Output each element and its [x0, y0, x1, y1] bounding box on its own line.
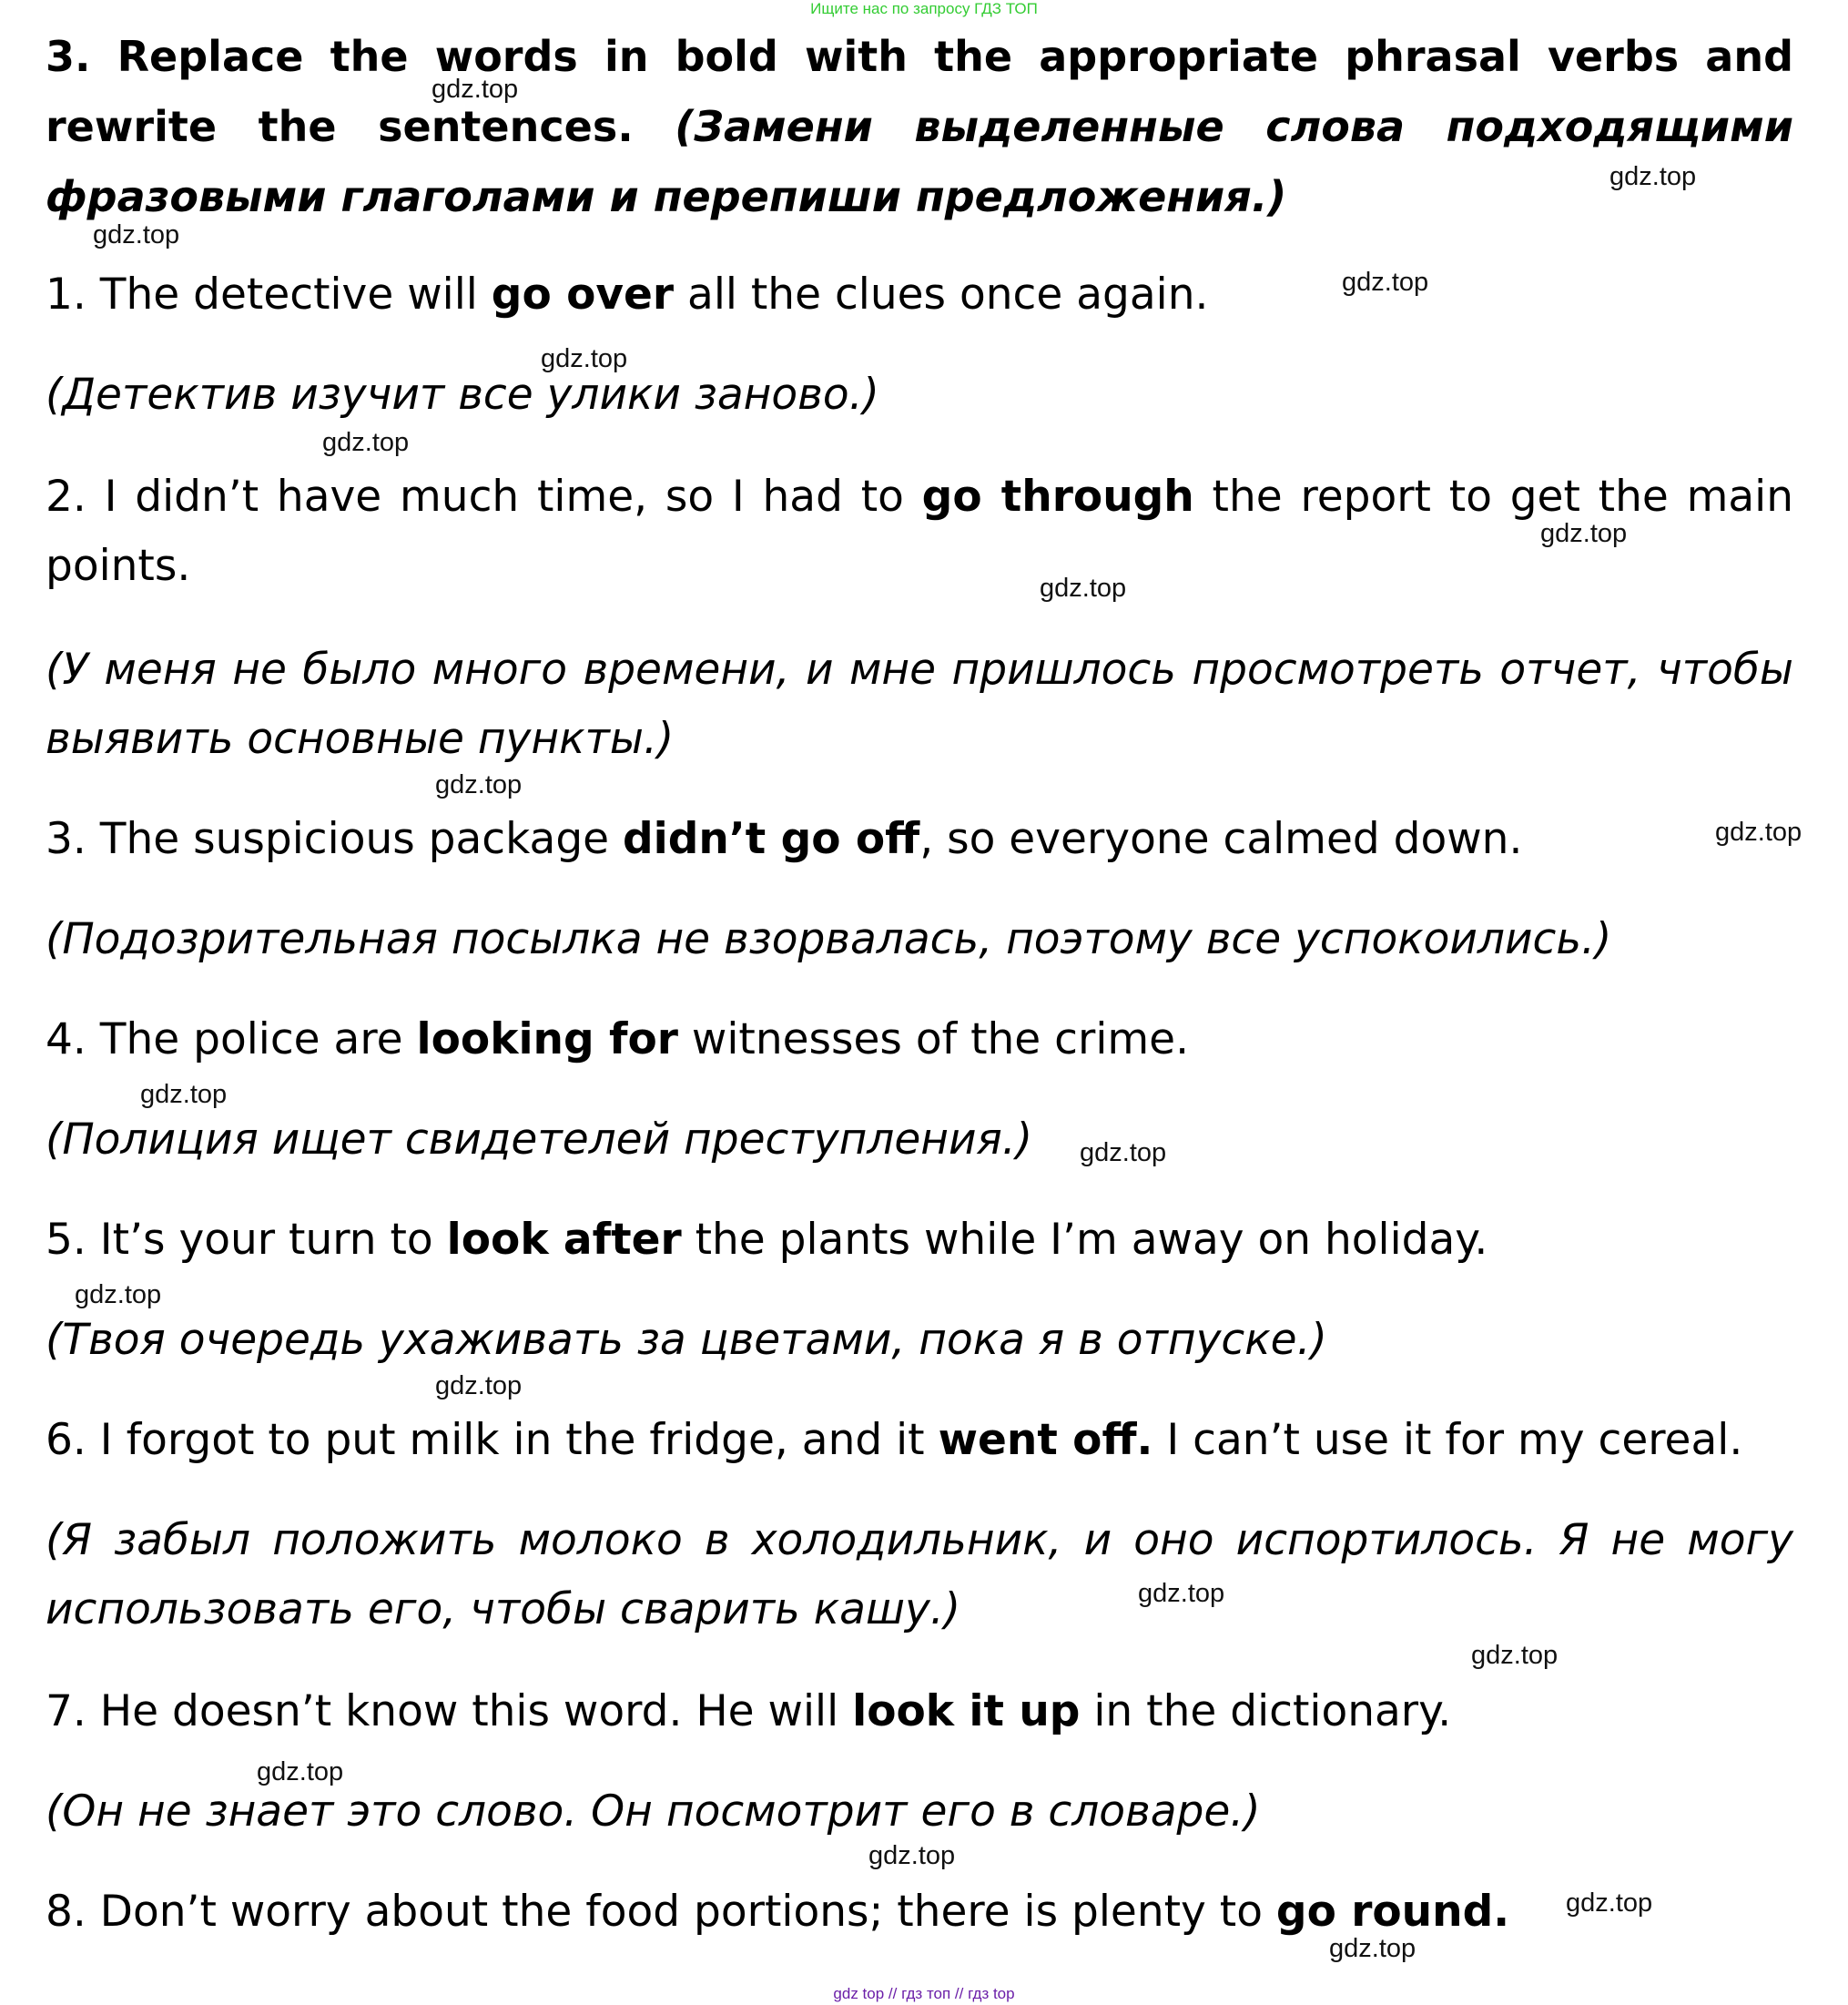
task-title-en: 3. Replace the words in bold with the appropriate phrasal verbs and rewrite the sentences.	[46, 32, 1793, 151]
watermark: gdz.top	[93, 220, 180, 249]
watermark: gdz.top	[435, 770, 523, 799]
watermark: gdz.top	[257, 1757, 344, 1786]
translation-1: (Детектив изучит все улики заново.)	[46, 370, 879, 420]
translation-2: (У меня не было много времени, и мне пришлось просмотреть отчет, чтобы выявить основные пункты.)	[46, 645, 1793, 764]
watermark: gdz.top	[1715, 818, 1802, 847]
translation-5: (Твоя очередь ухаживать за цветами, пока я в отпуске.)	[46, 1315, 1327, 1365]
translation-4: (Полиция ищет свидетелей преступления.)	[46, 1114, 1033, 1165]
watermark: gdz.top	[1471, 1641, 1559, 1670]
task-title	[46, 22, 1793, 232]
watermark: gdz.top	[1566, 1888, 1653, 1918]
task-block	[46, 22, 1793, 232]
watermark: gdz.top	[1080, 1138, 1167, 1167]
exercise-item-2: 2. I didn’t have much time, so I had to go through the report to get the main points.	[46, 472, 1794, 591]
watermark: gdz.top	[432, 75, 519, 104]
watermark: gdz.top	[1342, 268, 1429, 297]
exercise-item-1: 1. The detective will go over all the clues once again.	[46, 270, 1209, 320]
translation-7: (Он не знает это слово. Он посмотрит его в словаре.)	[46, 1786, 1261, 1837]
watermark: gdz.top	[541, 344, 628, 373]
watermark: gdz.top	[1329, 1934, 1416, 1963]
watermark: gdz.top	[75, 1280, 162, 1309]
translation-3: (Подозрительная посылка не взорвалась, поэтому все успокоились.)	[46, 914, 1612, 964]
phrasal-verb-3: didn’t go off	[623, 814, 920, 864]
exercise-item-6: 6. I forgot to put milk in the fridge, and it went off. I can’t use it for my cereal.	[46, 1415, 1743, 1465]
watermark: gdz.top	[435, 1371, 523, 1400]
footer-banner: gdz top // гдз топ // гдз top	[833, 1985, 1015, 2002]
header-banner: Ищите нас по запросу ГДЗ ТОП	[810, 0, 1038, 17]
phrasal-verb-4: looking for	[416, 1014, 678, 1064]
phrasal-verb-7: look it up	[852, 1686, 1081, 1736]
exercise-item-8: 8. Don’t worry about the food portions; there is plenty to go round.	[46, 1887, 1510, 1937]
watermark: gdz.top	[1609, 162, 1697, 191]
watermark: gdz.top	[1540, 519, 1628, 548]
watermark: gdz.top	[1138, 1579, 1225, 1608]
translation-6: (Я забыл положить молоко в холодильник, и оно испортилось. Я не могу использовать его, чтобы сварить кашу.)	[46, 1515, 1793, 1634]
phrasal-verb-2: go through	[921, 472, 1194, 522]
watermark: gdz.top	[140, 1080, 228, 1109]
phrasal-verb-8: go round.	[1275, 1887, 1510, 1937]
exercise-item-7: 7. He doesn’t know this word. He will look it up in the dictionary.	[46, 1686, 1452, 1736]
phrasal-verb-5: look after	[446, 1215, 682, 1265]
exercise-item-5: 5. It’s your turn to look after the plants while I’m away on holiday.	[46, 1215, 1488, 1265]
phrasal-verb-1: go over	[491, 270, 675, 320]
task-title-ru: (Замени выделенные слова подходящими фразовыми глаголами и перепиши предложения.)	[46, 102, 1793, 221]
watermark: gdz.top	[322, 428, 410, 457]
watermark: gdz.top	[1040, 574, 1127, 603]
phrasal-verb-6: went off.	[938, 1415, 1153, 1465]
exercise-item-4: 4. The police are looking for witnesses of the crime.	[46, 1014, 1190, 1064]
watermark: gdz.top	[868, 1841, 956, 1870]
exercise-item-3: 3. The suspicious package didn’t go off, so everyone calmed down.	[46, 814, 1523, 864]
